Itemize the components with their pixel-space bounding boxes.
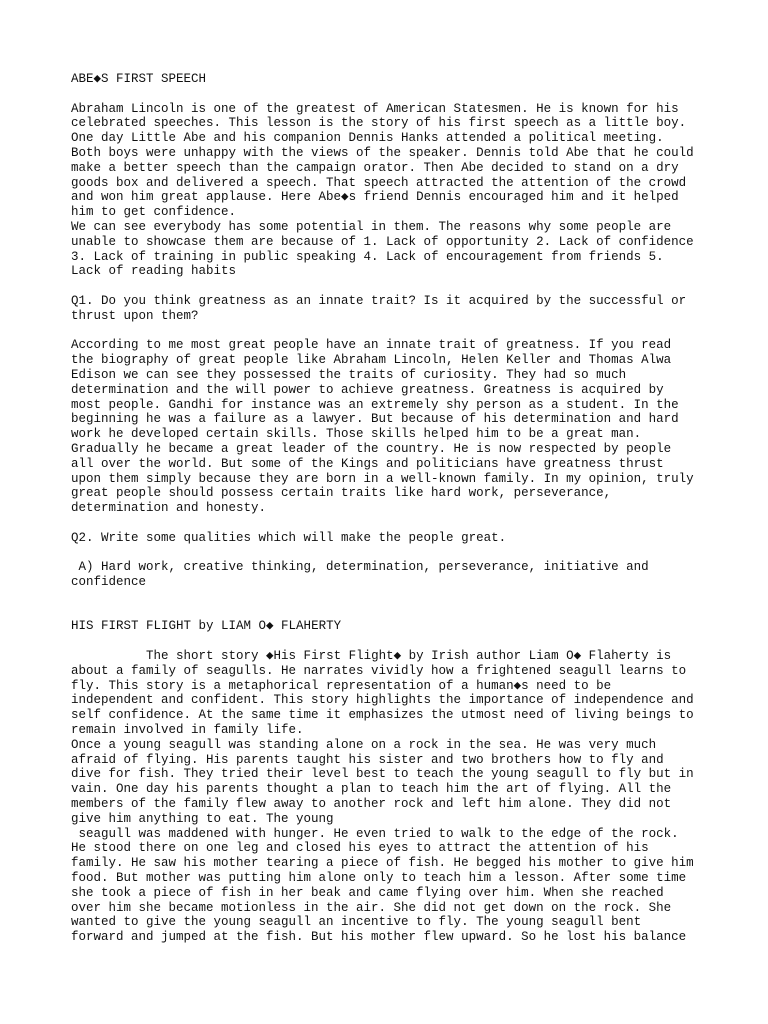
text-line: He stood there on one leg and closed his eyes to attract the attention of his: [71, 841, 649, 856]
blank-line: [71, 634, 711, 649]
text-line: According to me most great people have an innate trait of greatness. If you read: [71, 338, 672, 353]
text-line: celebrated speeches. This lesson is the story of his first speech as a little boy.: [71, 116, 687, 131]
text-line: and won him great applause. Here Abe◆s friend Dennis encouraged him and it helped: [71, 190, 679, 205]
text-line: remain involved in family life.: [71, 723, 304, 738]
section-title-his-first-flight: HIS FIRST FLIGHT by LIAM O◆ FLAHERTY: [71, 619, 342, 634]
text-line: determination and the will power to achieve greatness. Greatness is acquired by: [71, 382, 664, 397]
text-line: members of the family flew away to another rock and left him alone. They did not: [71, 797, 672, 812]
text-line: thrust upon them?: [71, 308, 199, 323]
text-line: forward and jumped at the fish. But his mother flew upward. So he lost his balance: [71, 930, 687, 945]
text-line: self confidence. At the same time it emphasizes the utmost need of living beings to: [71, 708, 694, 723]
text-line: We can see everybody has some potential in them. The reasons why some people are: [71, 219, 672, 234]
text-line: determination and honesty.: [71, 501, 267, 516]
text-line: work he developed certain skills. Those skills helped him to be a great man.: [71, 427, 642, 442]
text-line: Both boys were unhappy with the views of the speaker. Dennis told Abe that he could: [71, 145, 694, 160]
question-1: [71, 294, 711, 324]
text-line: dive for fish. They tried their level best to teach the young seagull to fly but in: [71, 767, 694, 782]
text-line: him to get confidence.: [71, 205, 237, 220]
answer-2: [71, 560, 711, 590]
text-line: Q1. Do you think greatness as an innate trait? Is it acquired by the successful or: [71, 293, 687, 308]
blank-line: [71, 546, 711, 561]
blank-line: [71, 605, 711, 620]
question-2: [71, 531, 711, 546]
text-line: afraid of flying. His parents taught his sister and two brothers how to fly and: [71, 752, 664, 767]
text-line: Edison we can see they possessed the traits of curiosity. They had so much: [71, 367, 627, 382]
blank-line: [71, 324, 711, 339]
blank-line: [71, 87, 711, 102]
text-line: wanted to give the young seagull an incentive to fly. The young seagull bent: [71, 915, 642, 930]
text-line: independent and confident. This story highlights the importance of independence and: [71, 693, 694, 708]
text-line: the biography of great people like Abraham Lincoln, Helen Keller and Thomas Alwa: [71, 353, 672, 368]
text-line: family. He saw his mother tearing a piece of fish. He begged his mother to give him: [71, 856, 694, 871]
text-line: Once a young seagull was standing alone on a rock in the sea. He was very much: [71, 737, 657, 752]
text-line: food. But mother was putting him alone only to teach him a lesson. After some time: [71, 871, 687, 886]
text-line: seagull was maddened with hunger. He even tried to walk to the edge of the rock.: [71, 826, 679, 841]
text-line: One day Little Abe and his companion Dennis Hanks attended a political meeting.: [71, 131, 664, 146]
paragraph-first-flight: [71, 649, 711, 945]
section-title-abes-first-speech: ABE◆S FIRST SPEECH: [71, 72, 207, 86]
text-line: beginning he was a failure as a lawyer. But because of his determination and hard: [71, 412, 679, 427]
text-line: goods box and delivered a speech. That speech attracted the attention of the crowd: [71, 175, 687, 190]
blank-line: [71, 279, 711, 294]
text-line: The short story ◆His First Flight◆ by Irish author Liam O◆ Flaherty is: [71, 649, 672, 664]
text-line: over him she became motionless in the air. She did not get down on the rock. She: [71, 900, 672, 915]
text-line: all over the world. But some of the Kings and politicians have greatness thrust: [71, 456, 664, 471]
text-line: vain. One day his parents thought a plan to teach him the art of flying. All the: [71, 782, 672, 797]
text-line: 3. Lack of training in public speaking 4. Lack of encouragement from friends 5.: [71, 249, 664, 264]
blank-line: [71, 590, 711, 605]
text-line: Lack of reading habits: [71, 264, 237, 279]
text-line: most people. Gandhi for instance was an extremely shy person as a student. In the: [71, 397, 679, 412]
text-line: Q2. Write some qualities which will make the people great.: [71, 530, 507, 545]
text-line: about a family of seagulls. He narrates vividly how a frightened seagull learns to: [71, 663, 687, 678]
answer-1: [71, 338, 711, 516]
text-line: Abraham Lincoln is one of the greatest of American Statesmen. He is known for his: [71, 101, 679, 116]
text-line: give him anything to eat. The young: [71, 811, 334, 826]
text-line: Gradually he became a great leader of the country. He is now respected by people: [71, 441, 672, 456]
text-line: great people should possess certain traits like hard work, perseverance,: [71, 486, 612, 501]
document-page: [71, 72, 711, 945]
text-line: fly. This story is a metaphorical representation of a human◆s need to be: [71, 678, 612, 693]
text-line: confidence: [71, 575, 147, 590]
text-line: upon them simply because they are born in a well-known family. In my opinion, truly: [71, 471, 694, 486]
text-line: she took a piece of fish in her beak and came flying over him. When she reached: [71, 885, 664, 900]
text-line: unable to showcase them are because of 1. Lack of opportunity 2. Lack of confidence: [71, 234, 694, 249]
paragraph-abe-summary: [71, 102, 711, 280]
text-line: A) Hard work, creative thinking, determination, perseverance, initiative and: [71, 560, 649, 575]
text-line: make a better speech than the campaign orator. Then Abe decided to stand on a dry: [71, 160, 679, 175]
blank-line: [71, 516, 711, 531]
